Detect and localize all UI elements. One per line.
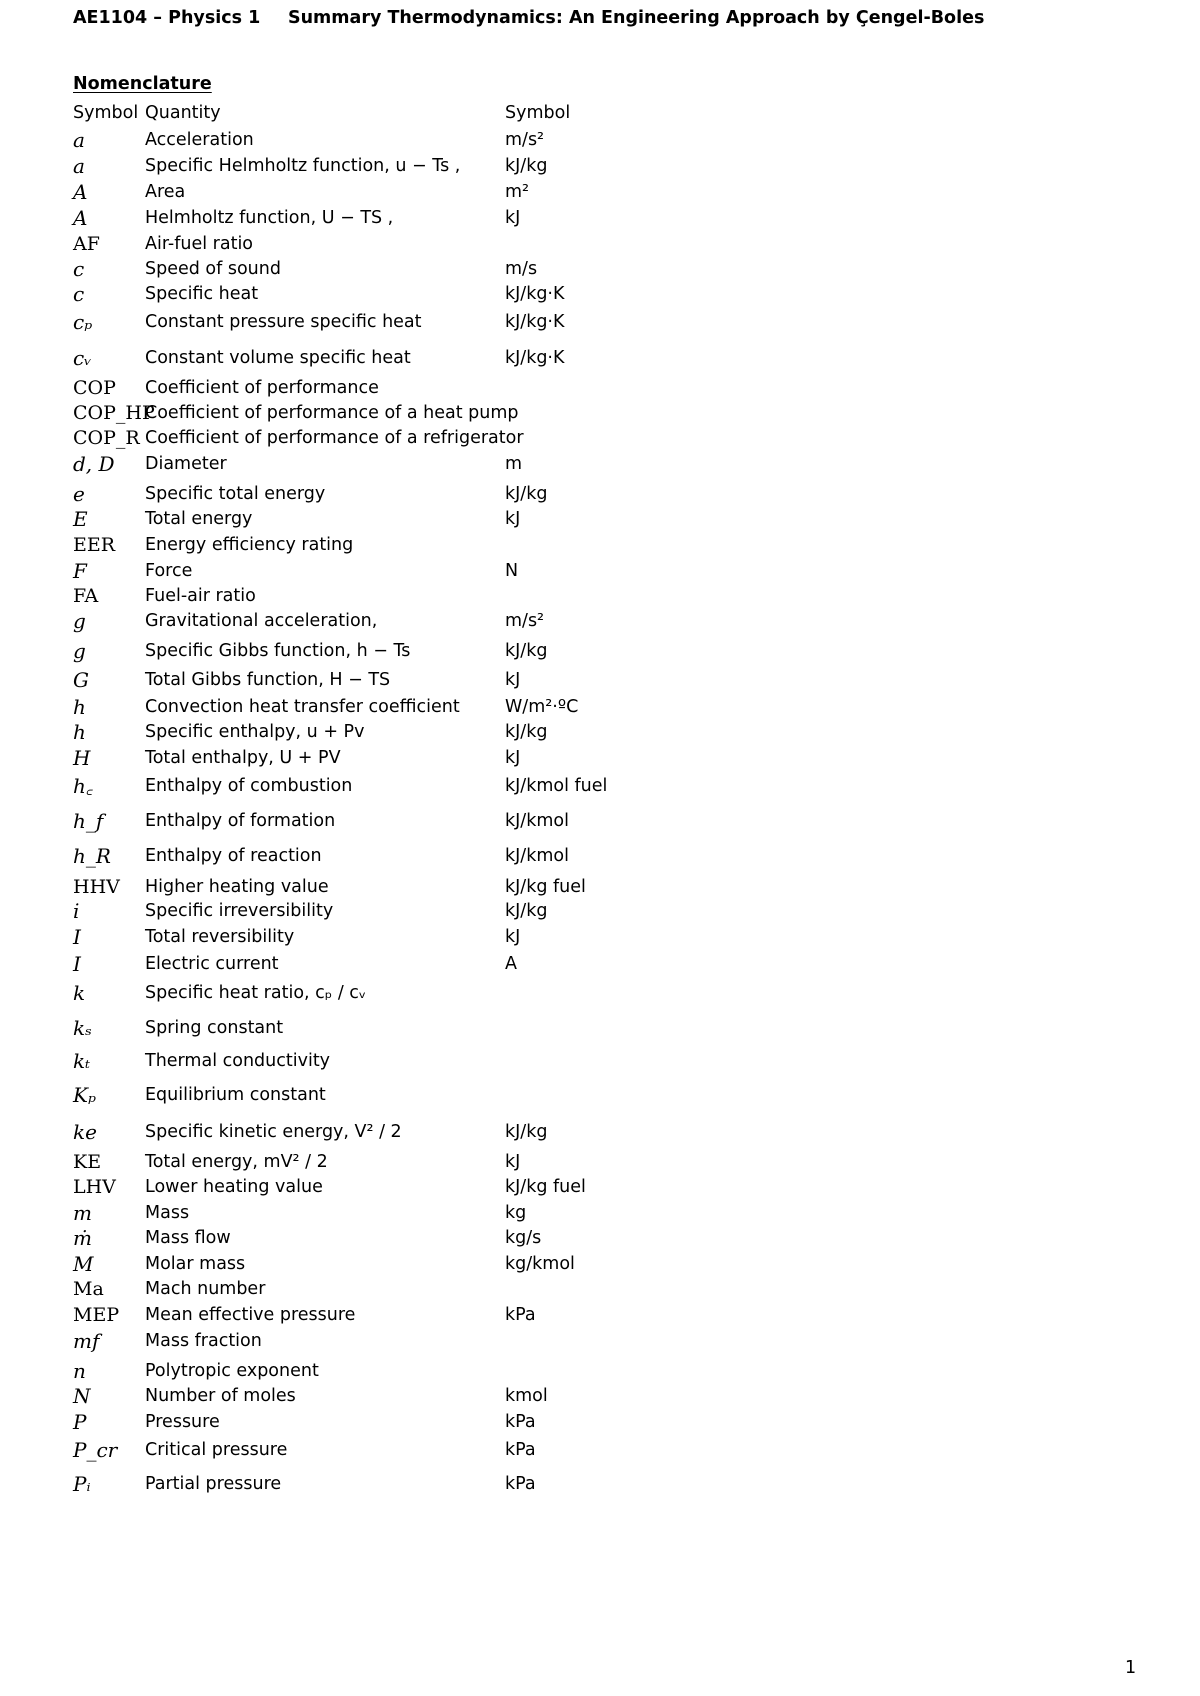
row-unit: N bbox=[505, 561, 519, 581]
row-quantity: Specific total energy bbox=[145, 484, 326, 504]
table-row bbox=[0, 639, 1200, 663]
row-symbol: Ma bbox=[73, 1278, 104, 1300]
table-row bbox=[0, 746, 1200, 770]
row-quantity: Electric current bbox=[145, 954, 279, 974]
document-title: Summary Thermodynamics: An Engineering Approach by Çengel-Boles bbox=[288, 8, 985, 28]
column-header-unit: Symbol bbox=[505, 103, 571, 123]
table-row bbox=[0, 1120, 1200, 1144]
row-quantity: Coefficient of performance of a refrigerator bbox=[145, 428, 524, 448]
row-symbol: P_cr bbox=[73, 1438, 118, 1462]
row-quantity: Number of moles bbox=[145, 1386, 296, 1406]
row-quantity: Lower heating value bbox=[145, 1177, 323, 1197]
row-unit: kJ bbox=[505, 208, 521, 228]
table-row bbox=[0, 282, 1200, 306]
row-quantity: Constant volume specific heat bbox=[145, 348, 411, 368]
table-row bbox=[0, 232, 1200, 256]
table-row bbox=[0, 1175, 1200, 1199]
row-quantity: Mean effective pressure bbox=[145, 1305, 356, 1325]
row-quantity: Spring constant bbox=[145, 1018, 284, 1038]
table-row bbox=[0, 310, 1200, 334]
row-symbol: A bbox=[73, 206, 88, 230]
table-row bbox=[0, 1016, 1200, 1040]
row-unit: kJ bbox=[505, 670, 521, 690]
row-quantity: Enthalpy of formation bbox=[145, 811, 336, 831]
row-symbol: h_f bbox=[73, 809, 104, 833]
row-quantity: Force bbox=[145, 561, 193, 581]
row-unit: W/m²·ºC bbox=[505, 697, 579, 717]
table-row bbox=[0, 533, 1200, 557]
row-symbol: E bbox=[73, 507, 88, 531]
table-row bbox=[0, 952, 1200, 976]
row-quantity: Helmholtz function, U − TS , bbox=[145, 208, 394, 228]
row-symbol: h bbox=[73, 695, 86, 719]
row-quantity: Gravitational acceleration, bbox=[145, 611, 378, 631]
table-row bbox=[0, 774, 1200, 798]
row-symbol: m bbox=[73, 1201, 92, 1225]
row-symbol: EER bbox=[73, 534, 116, 556]
row-unit: kJ/kmol bbox=[505, 811, 569, 831]
table-row bbox=[0, 584, 1200, 608]
row-symbol: kₛ bbox=[73, 1016, 92, 1040]
row-unit: m/s bbox=[505, 259, 538, 279]
row-unit: kPa bbox=[505, 1474, 536, 1494]
table-row bbox=[0, 257, 1200, 281]
table-row bbox=[0, 875, 1200, 899]
row-unit: A bbox=[505, 954, 517, 974]
row-unit: kJ/kg·K bbox=[505, 284, 565, 304]
row-symbol: mf bbox=[73, 1329, 100, 1353]
row-symbol: M bbox=[73, 1252, 94, 1276]
row-unit: kJ/kg bbox=[505, 641, 548, 661]
table-row bbox=[0, 1201, 1200, 1225]
table-row bbox=[0, 346, 1200, 370]
table-row bbox=[0, 1226, 1200, 1250]
course-code: AE1104 – Physics 1 bbox=[73, 8, 261, 28]
row-unit: m/s² bbox=[505, 130, 545, 150]
row-symbol: P bbox=[73, 1410, 87, 1434]
row-quantity: Pressure bbox=[145, 1412, 220, 1432]
row-quantity: Enthalpy of combustion bbox=[145, 776, 353, 796]
row-symbol: KE bbox=[73, 1151, 102, 1173]
row-quantity: Constant pressure specific heat bbox=[145, 312, 422, 332]
row-unit: kPa bbox=[505, 1440, 536, 1460]
table-row bbox=[0, 206, 1200, 230]
row-unit: kJ/kg bbox=[505, 901, 548, 921]
table-row bbox=[0, 1438, 1200, 1462]
table-row bbox=[0, 128, 1200, 152]
row-quantity: Specific kinetic energy, V² / 2 bbox=[145, 1122, 402, 1142]
section-title: Nomenclature bbox=[73, 74, 212, 94]
table-row bbox=[0, 1277, 1200, 1301]
row-unit: kg/s bbox=[505, 1228, 542, 1248]
row-unit: kJ bbox=[505, 1152, 521, 1172]
table-row bbox=[0, 507, 1200, 531]
table-row bbox=[0, 1049, 1200, 1073]
row-symbol: h_R bbox=[73, 844, 111, 868]
row-quantity: Total energy, mV² / 2 bbox=[145, 1152, 328, 1172]
row-unit: kJ/kg bbox=[505, 156, 548, 176]
row-unit: m/s² bbox=[505, 611, 545, 631]
row-unit: kJ/kmol bbox=[505, 846, 569, 866]
row-symbol: h꜀ bbox=[73, 774, 93, 798]
row-unit: kJ/kg fuel bbox=[505, 877, 586, 897]
row-quantity: Specific enthalpy, u + Pv bbox=[145, 722, 365, 742]
table-row bbox=[0, 720, 1200, 744]
row-unit: m bbox=[505, 454, 523, 474]
row-symbol: COP_HP bbox=[73, 402, 155, 424]
table-row bbox=[0, 1472, 1200, 1496]
row-unit: kmol bbox=[505, 1386, 548, 1406]
table-row bbox=[0, 154, 1200, 178]
row-unit: kJ bbox=[505, 509, 521, 529]
row-quantity: Mass fraction bbox=[145, 1331, 262, 1351]
row-quantity: Area bbox=[145, 182, 186, 202]
table-row bbox=[0, 844, 1200, 868]
row-unit: kJ bbox=[505, 927, 521, 947]
row-symbol: MEP bbox=[73, 1304, 120, 1326]
row-quantity: Specific heat ratio, cₚ / cᵥ bbox=[145, 983, 367, 1003]
row-unit: kPa bbox=[505, 1412, 536, 1432]
table-row bbox=[0, 1359, 1200, 1383]
row-quantity: Total energy bbox=[145, 509, 253, 529]
row-symbol: g bbox=[73, 639, 86, 663]
row-quantity: Higher heating value bbox=[145, 877, 329, 897]
row-symbol: ṁ bbox=[73, 1226, 92, 1250]
row-unit: kJ bbox=[505, 748, 521, 768]
table-row bbox=[0, 452, 1200, 476]
row-unit: kPa bbox=[505, 1305, 536, 1325]
row-quantity: Total Gibbs function, H − TS bbox=[145, 670, 391, 690]
table-row bbox=[0, 981, 1200, 1005]
row-symbol: e bbox=[73, 482, 85, 506]
table-row bbox=[0, 1384, 1200, 1408]
column-header-quantity: Quantity bbox=[145, 103, 221, 123]
row-symbol: A bbox=[73, 180, 88, 204]
row-quantity: Coefficient of performance bbox=[145, 378, 379, 398]
row-quantity: Total reversibility bbox=[145, 927, 295, 947]
row-quantity: Equilibrium constant bbox=[145, 1085, 326, 1105]
row-symbol: a bbox=[73, 154, 85, 178]
row-quantity: Specific Helmholtz function, u − Ts , bbox=[145, 156, 461, 176]
row-quantity: Specific heat bbox=[145, 284, 259, 304]
row-unit: kJ/kg fuel bbox=[505, 1177, 586, 1197]
row-quantity: Enthalpy of reaction bbox=[145, 846, 322, 866]
table-row bbox=[0, 925, 1200, 949]
row-symbol: cᵥ bbox=[73, 346, 92, 370]
row-symbol: d, D bbox=[73, 452, 115, 476]
table-row bbox=[0, 426, 1200, 450]
row-symbol: G bbox=[73, 668, 89, 692]
row-symbol: F bbox=[73, 559, 87, 583]
table-row bbox=[0, 482, 1200, 506]
table-row bbox=[0, 695, 1200, 719]
row-quantity: Mach number bbox=[145, 1279, 266, 1299]
row-symbol: a bbox=[73, 128, 85, 152]
row-quantity: Molar mass bbox=[145, 1254, 246, 1274]
row-quantity: Speed of sound bbox=[145, 259, 281, 279]
row-symbol: COP_R bbox=[73, 427, 140, 449]
row-quantity: Partial pressure bbox=[145, 1474, 282, 1494]
column-header-symbol: Symbol bbox=[73, 103, 139, 123]
table-row bbox=[0, 180, 1200, 204]
row-quantity: Polytropic exponent bbox=[145, 1361, 319, 1381]
row-symbol: i bbox=[73, 899, 80, 923]
row-symbol: h bbox=[73, 720, 86, 744]
row-quantity: Convection heat transfer coefficient bbox=[145, 697, 460, 717]
row-symbol: HHV bbox=[73, 876, 120, 898]
row-symbol: N bbox=[73, 1384, 91, 1408]
row-symbol: g bbox=[73, 609, 86, 633]
table-row bbox=[0, 809, 1200, 833]
row-quantity: Air-fuel ratio bbox=[145, 234, 254, 254]
row-quantity: Diameter bbox=[145, 454, 227, 474]
table-row bbox=[0, 401, 1200, 425]
row-symbol: COP bbox=[73, 377, 116, 399]
row-symbol: FA bbox=[73, 585, 99, 607]
table-row bbox=[0, 1410, 1200, 1434]
row-symbol: I bbox=[73, 925, 81, 949]
table-row bbox=[0, 609, 1200, 633]
table-row bbox=[0, 1303, 1200, 1327]
table-row bbox=[0, 1150, 1200, 1174]
table-row bbox=[0, 559, 1200, 583]
row-quantity: Thermal conductivity bbox=[145, 1051, 331, 1071]
row-quantity: Energy efficiency rating bbox=[145, 535, 354, 555]
row-symbol: H bbox=[73, 746, 91, 770]
row-quantity: Fuel-air ratio bbox=[145, 586, 256, 606]
row-symbol: n bbox=[73, 1359, 86, 1383]
row-symbol: k bbox=[73, 981, 86, 1005]
row-unit: kJ/kg·K bbox=[505, 348, 565, 368]
row-symbol: kₜ bbox=[73, 1049, 91, 1073]
row-symbol: Pᵢ bbox=[73, 1472, 91, 1496]
row-unit: kJ/kg·K bbox=[505, 312, 565, 332]
page-number: 1 bbox=[1125, 1658, 1137, 1678]
row-unit: kJ/kg bbox=[505, 1122, 548, 1142]
row-symbol: c bbox=[73, 257, 85, 281]
row-quantity: Specific irreversibility bbox=[145, 901, 334, 921]
row-quantity: Mass bbox=[145, 1203, 190, 1223]
row-symbol: Kₚ bbox=[73, 1083, 96, 1107]
row-symbol: I bbox=[73, 952, 81, 976]
row-quantity: Acceleration bbox=[145, 130, 254, 150]
table-row bbox=[0, 1252, 1200, 1276]
row-quantity: Total enthalpy, U + PV bbox=[145, 748, 341, 768]
row-unit: kg bbox=[505, 1203, 527, 1223]
table-row bbox=[0, 376, 1200, 400]
row-unit: kJ/kmol fuel bbox=[505, 776, 608, 796]
row-symbol: LHV bbox=[73, 1176, 116, 1198]
row-unit: kJ/kg bbox=[505, 484, 548, 504]
row-symbol: cₚ bbox=[73, 310, 93, 334]
row-unit: m² bbox=[505, 182, 530, 202]
row-quantity: Critical pressure bbox=[145, 1440, 288, 1460]
row-symbol: ke bbox=[73, 1120, 97, 1144]
table-row bbox=[0, 1329, 1200, 1353]
row-symbol: c bbox=[73, 282, 85, 306]
table-row bbox=[0, 899, 1200, 923]
table-row bbox=[0, 1083, 1200, 1107]
table-row bbox=[0, 668, 1200, 692]
row-quantity: Mass flow bbox=[145, 1228, 231, 1248]
row-quantity: Coefficient of performance of a heat pump bbox=[145, 403, 519, 423]
row-quantity: Specific Gibbs function, h − Ts bbox=[145, 641, 411, 661]
row-unit: kg/kmol bbox=[505, 1254, 575, 1274]
row-unit: kJ/kg bbox=[505, 722, 548, 742]
row-symbol: AF bbox=[73, 233, 100, 255]
